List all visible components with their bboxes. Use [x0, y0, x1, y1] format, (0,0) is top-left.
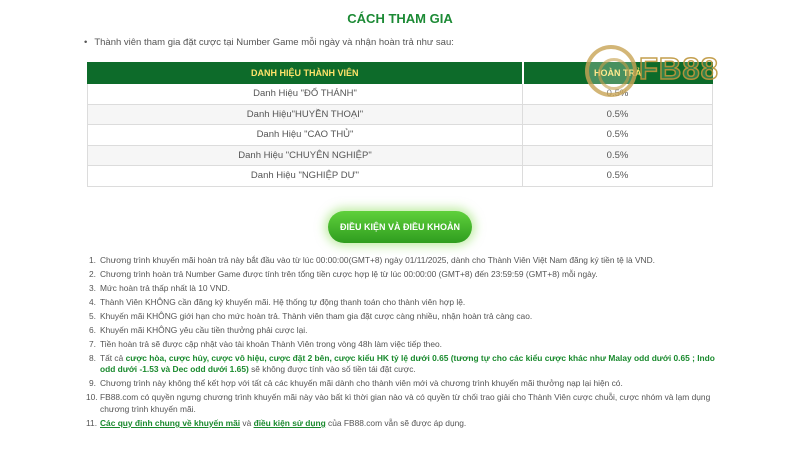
- list-item: Tất cả cược hòa, cược hủy, cược vô hiệu, cược đặt 2 bên, cược kiểu HK tỷ lệ dưới 0.65 (tương tự cho các kiểu cược khác như Malay odd dưới 0.65 ; Indo odd dưới -1.53 và Dec odd dưới 1.65) sẽ không được tính vào số tiền tái đặt cược.: [100, 352, 715, 375]
- list-item: Chương trình này không thể kết hợp với tất cả các khuyến mãi dành cho thành viên mới và chương trình khuyến mãi thưởng nạp lại hiện có.: [100, 378, 623, 389]
- table-row: [88, 125, 713, 146]
- list-item: FB88.com có quyền ngưng chương trình khuyến mãi này vào bất kì thời gian nào và có quyền từ chối trao giải cho Thành Viên cược chuỗi, cược nhóm và lạm dụng chương trình khuyến mãi.: [100, 392, 711, 415]
- rebate-cell: 0.5%: [523, 84, 713, 105]
- rank-cell: Danh Hiệu "ĐỔ THÁNH": [88, 84, 523, 105]
- page-title: CÁCH THAM GIA: [347, 11, 453, 26]
- rank-cell: Danh Hiệu "CHUYÊN NGHIỆP": [88, 145, 523, 166]
- header-rebate: HOÀN TRẢ: [523, 63, 713, 84]
- terms-of-use-link[interactable]: điều kiện sử dụng: [253, 418, 326, 429]
- rebate-cell: 0.5%: [523, 166, 713, 187]
- list-item: Tiền hoàn trả sẽ được cập nhật vào tài khoản Thành Viên trong vòng 48h làm việc tiếp theo.: [100, 338, 442, 349]
- terms-list: [100, 255, 720, 432]
- header-member-rank: DANH HIỆU THÀNH VIÊN: [88, 63, 523, 84]
- table-row: [88, 145, 713, 166]
- logo-ring-icon: [585, 45, 637, 97]
- list-item: Các quy định chung về khuyến mãi và điều kiện sử dụng của FB88.com vẫn sẽ được áp dụng.: [100, 418, 467, 429]
- rank-cell: Danh Hiệu "NGHIỆP DƯ": [88, 166, 523, 187]
- rank-cell: Danh Hiệu"HUYỀN THOẠI": [88, 104, 523, 125]
- terms-and-conditions-button[interactable]: ĐIỀU KIỆN VÀ ĐIỀU KHOẢN: [328, 211, 472, 243]
- logo-text: FB88: [639, 51, 719, 86]
- general-promo-rules-link[interactable]: Các quy định chung về khuyến mãi: [100, 418, 241, 429]
- list-item: Khuyến mãi KHÔNG yêu cầu tiền thưởng phải cược lại.: [100, 324, 308, 335]
- rebate-cell: 0.5%: [523, 104, 713, 125]
- list-item: Mức hoàn trả thấp nhất là 10 VND.: [100, 282, 230, 293]
- rebate-cell: 0.5%: [523, 145, 713, 166]
- table-row: [88, 166, 713, 187]
- intro-text: • Thành viên tham gia đặt cược tại Number Game mỗi ngày và nhận hoàn trả như sau:: [84, 37, 454, 48]
- list-item: Chương trình hoàn trả Number Game được tính trên tổng tiền cược hợp lệ từ lúc 00:00:00 (GMT+8) đến 23:59:59 (GMT+8) mỗi ngày.: [100, 268, 598, 279]
- table-row: [88, 104, 713, 125]
- list-item: Chương trình khuyến mãi hoàn trả này bắt đầu vào từ lúc 00:00:00(GMT+8) ngày 01/11/2025, dành cho Thành Viên Việt Nam đăng ký tiền tệ là VND.: [100, 255, 655, 265]
- rebate-cell: 0.5%: [523, 125, 713, 146]
- list-item: Khuyến mãi KHÔNG giới hạn cho mức hoàn trả. Thành viên tham gia đặt cược càng nhiều, nhận hoàn trả càng cao.: [100, 310, 533, 321]
- highlight-bet-types: cược hòa, cược hủy, cược vô hiệu, cược đặt 2 bên, cược kiểu HK tỷ lệ dưới 0.65 (tương tự cho các kiểu cược khác như Malay odd dưới 0.65 ; Indo odd dưới -1.53 và Dec odd dưới 1.65): [100, 352, 715, 375]
- rank-cell: Danh Hiệu "CAO THỦ": [88, 125, 523, 146]
- list-item: Thành Viên KHÔNG cần đăng ký khuyến mãi. Hệ thống tự động thanh toán cho thành viên hợp lệ.: [100, 296, 466, 307]
- fb88-logo-watermark: [585, 45, 745, 97]
